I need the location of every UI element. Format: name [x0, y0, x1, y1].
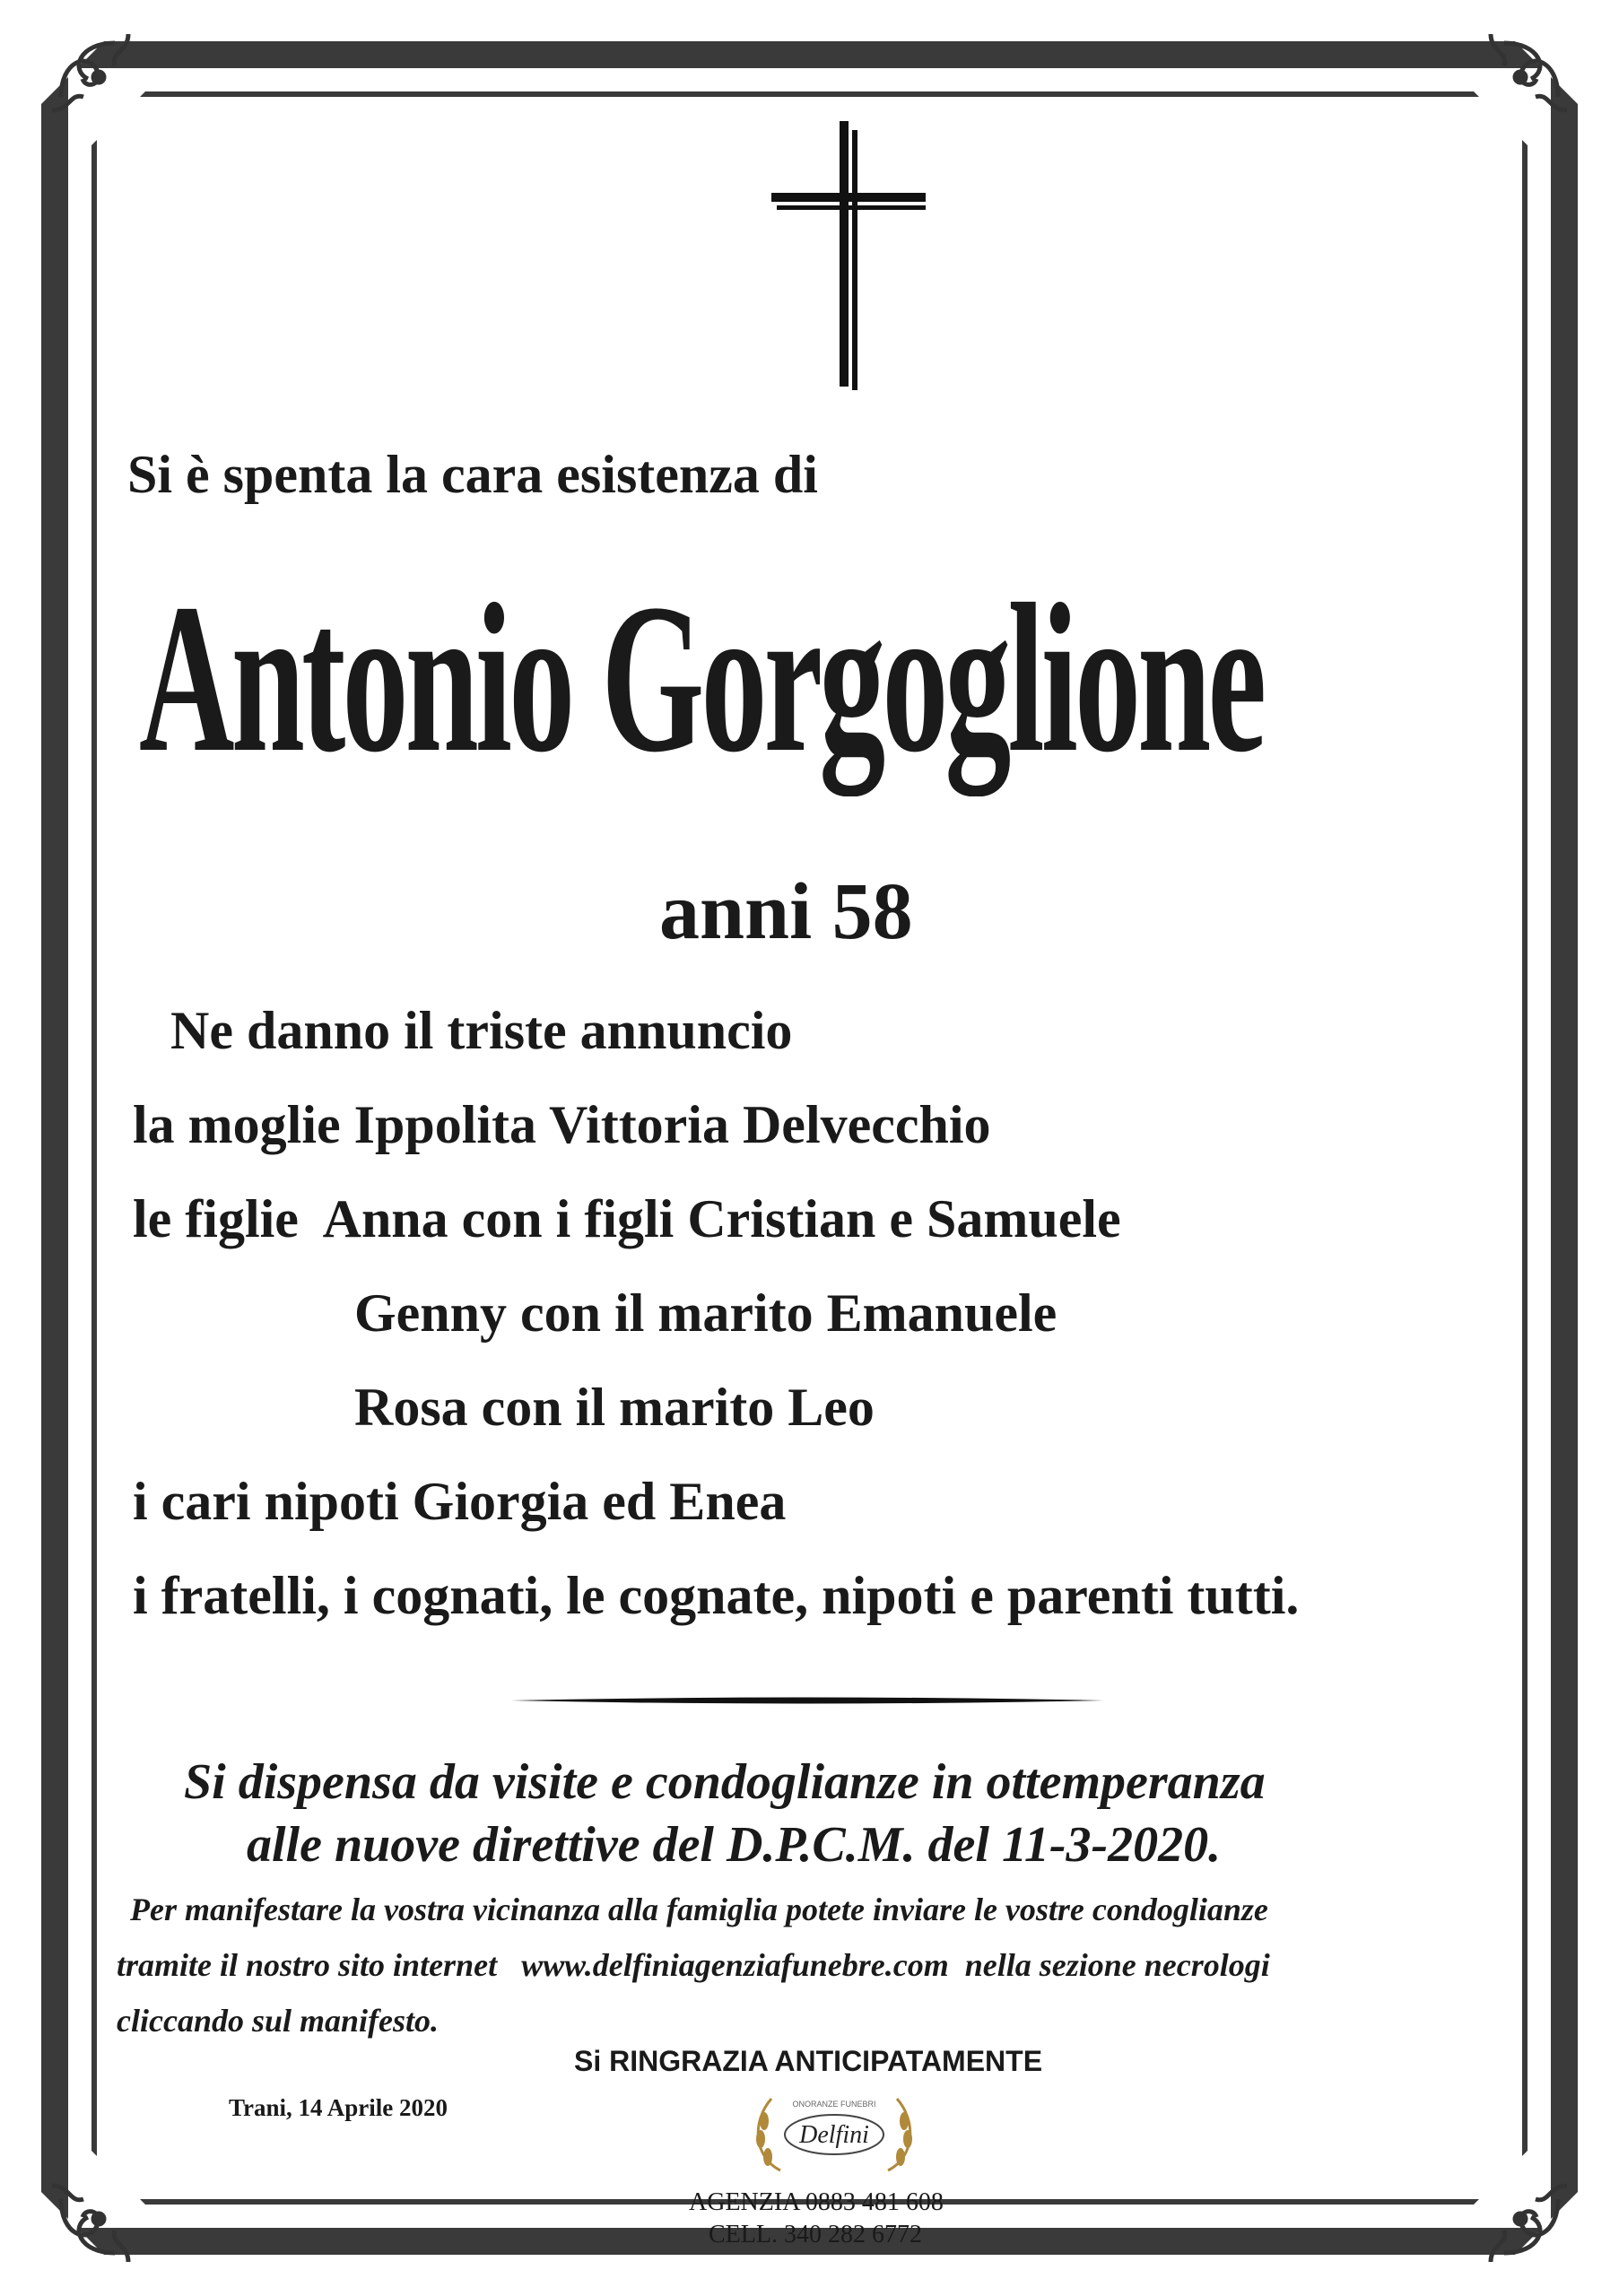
- logo-small-text: ONORANZE FUNEBRI: [792, 2100, 876, 2109]
- cell-phone: CELL. 340 282 6772: [709, 2221, 922, 2248]
- announce-line: i cari nipoti Giorgia ed Enea: [133, 1472, 787, 1531]
- online-line: Per manifestare la vostra vicinanza alla famiglia potete inviare le vostre condoglianze: [130, 1892, 1268, 1927]
- corner-ornament-icon: [1468, 25, 1576, 133]
- announce-line: i fratelli, i cognati, le cognate, nipoti e parenti tutti.: [133, 1566, 1300, 1625]
- corner-ornament-icon: [43, 25, 151, 133]
- announce-line: le figlie Anna con i figli Cristian e Samuele: [133, 1189, 1121, 1248]
- announce-line: Genny con il marito Emanuele: [354, 1283, 1058, 1343]
- divider: [511, 1693, 1103, 1702]
- place-date: Trani, 14 Aprile 2020: [229, 2094, 448, 2121]
- corner-ornament-icon: [1468, 2163, 1576, 2271]
- announce-line: Rosa con il marito Leo: [354, 1378, 875, 1437]
- thanks-text: Si RINGRAZIA ANTICIPATAMENTE: [574, 2045, 1043, 2077]
- notice-line: alle nuove direttive del D.P.C.M. del 11-3-2020.: [247, 1817, 1222, 1873]
- cross-icon: [771, 121, 933, 390]
- agency-logo: [744, 2085, 924, 2184]
- notice-line: Si dispensa da visite e condoglianze in ottemperanza: [184, 1754, 1266, 1810]
- agency-phone: AGENZIA 0883 481 608: [689, 2188, 944, 2216]
- announce-line: la moglie Ippolita Vittoria Delvecchio: [133, 1095, 991, 1154]
- deceased-name: Antonio Gorgoglione: [139, 561, 1264, 796]
- age-text: anni 58: [659, 867, 913, 956]
- announce-line: Ne danno il triste annuncio: [170, 1001, 793, 1060]
- logo-name-text: Delfini: [799, 2121, 869, 2149]
- online-line: tramite il nostro sito internet www.delfiniagenziafunebre.com nella sezione necrologi: [117, 1947, 1270, 1983]
- corner-ornament-icon: [43, 2163, 151, 2271]
- intro-text: Si è spenta la cara esistenza di: [127, 445, 818, 504]
- online-line: cliccando sul manifesto.: [117, 2003, 439, 2039]
